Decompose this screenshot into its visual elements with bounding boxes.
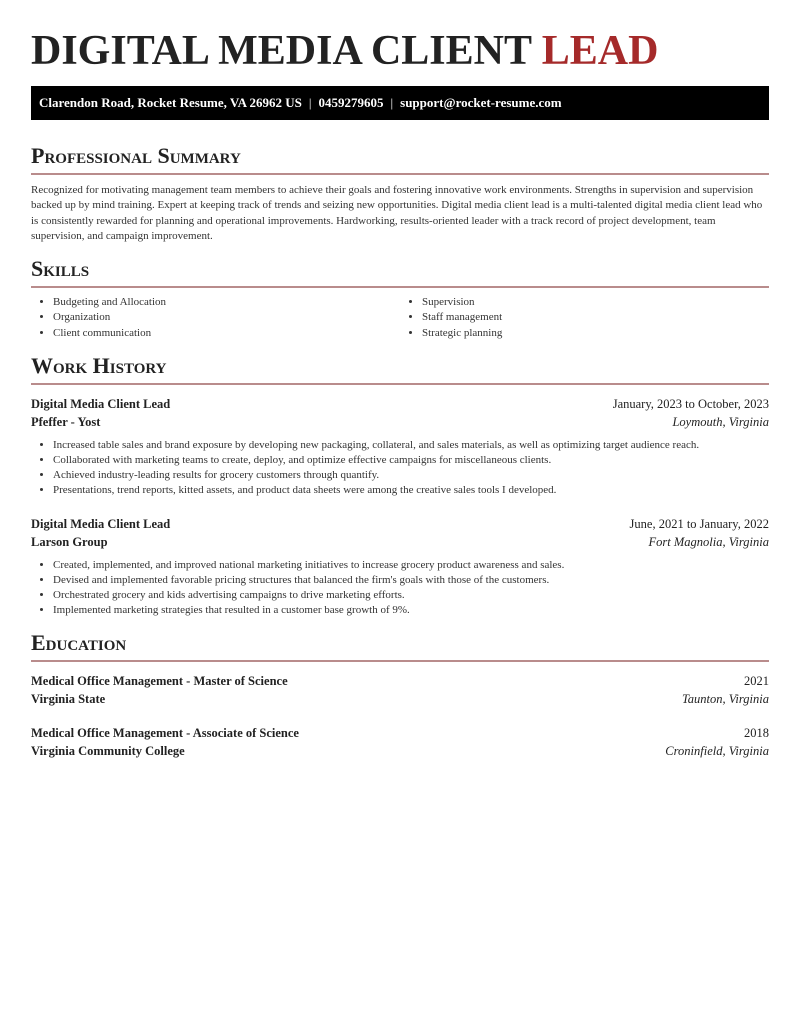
section-divider xyxy=(31,383,769,385)
title-main: DIGITAL MEDIA CLIENT xyxy=(31,28,542,74)
edu-school: Virginia Community College xyxy=(31,744,185,759)
contact-address: Clarendon Road, Rocket Resume, VA 26962 US xyxy=(39,95,302,110)
skill-item: • Organization xyxy=(53,310,400,325)
skills-list xyxy=(31,295,769,341)
section-heading-summary: Professional Summary xyxy=(31,143,241,168)
edu-degree: Medical Office Management - Master of Science xyxy=(31,674,288,689)
job-bullet: • Created, implemented, and improved national marketing initiatives to increase grocery product awareness and sales. xyxy=(53,558,769,573)
job-entry xyxy=(31,515,769,619)
contact-email[interactable]: support@rocket-resume.com xyxy=(400,95,562,110)
job-bullet: • Implemented marketing strategies that resulted in a customer base growth of 9%. xyxy=(53,603,769,618)
skill-item: • Staff management xyxy=(422,310,769,325)
edu-school: Virginia State xyxy=(31,692,106,707)
section-heading-work: Work History xyxy=(31,352,167,378)
summary-text: Recognized for motivating management team members to achieve their goals and fostering innovative work environments. Strengths in supervision and supervision backed up by mind training. Expert at keeping track of trends and seizing new opportunities. Digital media client lead is a multi-talented digital media client lead who is consistently rewarded for planning and operational improvements. Hardworking, results-oriented leader with a track record of project development, team supervision, and campaign improvement. xyxy=(31,184,763,242)
job-entry xyxy=(31,395,769,499)
resume-title xyxy=(31,0,769,73)
edu-year: 2021 xyxy=(744,674,769,689)
skill-item: • Client communication xyxy=(53,326,400,341)
section-heading-skills: Skills xyxy=(31,256,90,282)
education-entry xyxy=(31,672,769,708)
job-bullet: • Orchestrated grocery and kids advertising campaigns to drive marketing efforts. xyxy=(53,588,769,603)
skill-item: • Budgeting and Allocation xyxy=(53,295,400,310)
job-bullet: • Presentations, trend reports, kitted assets, and product data sheets were among the creative sales tools I developed. xyxy=(53,483,769,498)
job-dates: January, 2023 to October, 2023 xyxy=(612,396,769,411)
job-company: Pfeffer - Yost xyxy=(31,414,101,429)
job-bullet: • Devised and implemented favorable pricing structures that balanced the firm's goals with those of the customers. xyxy=(53,573,769,588)
job-company: Larson Group xyxy=(31,534,108,549)
job-location: Fort Magnolia, Virginia xyxy=(648,534,769,549)
job-bullets xyxy=(31,558,769,619)
section-divider xyxy=(31,660,769,662)
job-bullet: • Increased table sales and brand exposure by developing new packaging, collateral, and sales materials, as well as optimizing target audience reach. xyxy=(53,438,769,453)
skill-item: • Strategic planning xyxy=(422,326,769,341)
job-bullets xyxy=(31,438,769,499)
job-location: Loymouth, Virginia xyxy=(672,414,769,429)
section-heading-education: Education xyxy=(31,630,127,656)
contact-phone: 0459279605 xyxy=(318,95,384,110)
job-title: Digital Media Client Lead xyxy=(31,396,171,411)
contact-bar xyxy=(31,86,769,120)
edu-location: Taunton, Virginia xyxy=(681,692,769,707)
separator: | xyxy=(390,95,394,110)
separator: | xyxy=(308,95,312,110)
job-bullet: • Achieved industry-leading results for grocery customers through quantify. xyxy=(53,468,769,483)
education-entry xyxy=(31,724,769,760)
edu-year: 2018 xyxy=(744,726,769,741)
job-title: Digital Media Client Lead xyxy=(31,516,171,531)
edu-degree: Medical Office Management - Associate of Science xyxy=(31,726,299,741)
section-divider xyxy=(31,286,769,288)
job-dates: June, 2021 to January, 2022 xyxy=(629,516,769,531)
skills-column-right xyxy=(400,295,769,341)
job-bullet: • Collaborated with marketing teams to create, deploy, and optimize effective campaigns for miscellaneous clients. xyxy=(53,453,769,468)
skills-column-left xyxy=(31,295,400,341)
skill-item: • Supervision xyxy=(422,295,769,310)
edu-location: Croninfield, Virginia xyxy=(665,744,769,759)
title-accent: LEAD xyxy=(541,28,659,74)
section-divider xyxy=(31,173,769,175)
